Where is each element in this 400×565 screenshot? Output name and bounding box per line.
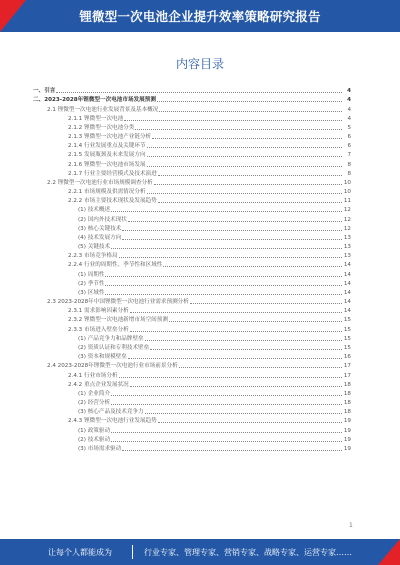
- toc-entry-page: 19: [343, 418, 351, 425]
- toc-entry-label: (1) 企业简介: [78, 390, 111, 397]
- toc-entry-page: 12: [343, 207, 351, 214]
- toc-leader-dots: [122, 239, 342, 240]
- toc-entry[interactable]: [33, 260, 351, 269]
- toc-leader-dots: [158, 175, 342, 176]
- toc-entry-page: 18: [343, 409, 351, 416]
- toc-leader-dots: [111, 211, 342, 212]
- toc-entry[interactable]: [33, 416, 351, 425]
- toc-leader-dots: [163, 266, 342, 267]
- toc-entry-page: 7: [347, 152, 351, 159]
- toc-entry[interactable]: [33, 279, 351, 288]
- toc-leader-dots: [128, 358, 342, 359]
- toc-entry-page: 18: [343, 400, 351, 407]
- page-number: 1: [349, 522, 353, 529]
- toc-entry[interactable]: [33, 334, 351, 343]
- toc-entry-page: 14: [343, 280, 351, 287]
- toc-leader-dots: [111, 441, 342, 442]
- toc-entry-label: (5) 关键技术: [78, 244, 111, 251]
- toc-entry[interactable]: [33, 407, 351, 416]
- toc-entry[interactable]: [33, 444, 351, 453]
- toc-leader-dots: [147, 147, 342, 148]
- toc-leader-dots: [119, 377, 342, 378]
- toc-entry-label: 2.1.1 锂微型一次电池: [68, 115, 124, 122]
- toc-entry-page: 19: [343, 445, 351, 452]
- toc-leader-dots: [169, 321, 342, 322]
- toc-entry-label: 2.1.2 锂微型一次电池分类: [68, 124, 135, 131]
- toc-entry[interactable]: [33, 343, 351, 352]
- toc-entry-label: 2.3.3 市场进入壁垒分析: [68, 326, 129, 333]
- toc-entry[interactable]: [33, 361, 351, 370]
- toc-entry[interactable]: [33, 425, 351, 434]
- toc-leader-dots: [130, 312, 342, 313]
- toc-leader-dots: [154, 184, 342, 185]
- toc-entry-label: 2.3 2023-2028年中国锂微型一次电池行业需求预测分析: [47, 299, 189, 306]
- toc-leader-dots: [130, 386, 342, 387]
- toc-entry[interactable]: [33, 242, 351, 251]
- toc-entry-page: 18: [343, 381, 351, 388]
- toc-leader-dots: [124, 120, 342, 121]
- toc-entry-label: (1) 政策驱动: [78, 427, 111, 434]
- toc-entry-page: 14: [343, 289, 351, 296]
- toc-entry-label: (4) 技术发展方向: [78, 234, 122, 241]
- toc-entry-label: (2) 技术驱动: [78, 436, 111, 443]
- toc-entry-page: 19: [343, 436, 351, 443]
- toc-entry[interactable]: [33, 315, 351, 324]
- toc-leader-dots: [119, 257, 342, 258]
- toc-entry-page: 4: [347, 115, 351, 122]
- toc-entry[interactable]: [33, 288, 351, 297]
- toc-entry[interactable]: [33, 205, 351, 214]
- footer-divider: [132, 545, 133, 559]
- toc-entry-label: (2) 资质认证和专利技术壁垒: [78, 344, 150, 351]
- toc-entry[interactable]: [33, 95, 351, 104]
- toc-entry[interactable]: [33, 398, 351, 407]
- toc-leader-dots: [111, 395, 342, 396]
- toc-entry-label: 2.2.2 市场主要技术现状及发展趋势: [68, 198, 157, 205]
- toc-entry-page: 13: [343, 253, 351, 260]
- toc-leader-dots: [135, 129, 342, 130]
- toc-entry-page: 4: [347, 88, 351, 95]
- toc-entry[interactable]: [33, 187, 351, 196]
- footer-slogan: 让每个人都能成为: [48, 548, 112, 557]
- toc-leader-dots: [145, 340, 342, 341]
- toc-entry-label: (2) 季节性: [78, 280, 105, 287]
- toc-entry-page: 14: [343, 299, 351, 306]
- toc-leader-dots: [111, 248, 342, 249]
- toc-entry-label: (2) 国内外技术现状: [78, 216, 127, 223]
- toc-entry[interactable]: [33, 178, 351, 187]
- toc-entry-page: 13: [343, 244, 351, 251]
- toc-entry-label: 2.1.6 锂微型一次电池市场发展: [68, 161, 146, 168]
- toc-entry-label: 2.3.1 需求影响因素分析: [68, 308, 129, 315]
- toc-leader-dots: [157, 101, 342, 102]
- toc-entry-page: 16: [343, 354, 351, 361]
- toc-entry-page: 4: [347, 106, 351, 113]
- toc-entry-label: (1) 周期性: [78, 271, 105, 278]
- toc-entry[interactable]: [33, 104, 351, 113]
- toc-entry[interactable]: [33, 150, 351, 159]
- toc-entry-label: 2.1.3 锂微型一次电池产业链分析: [68, 134, 152, 141]
- toc-leader-dots: [122, 230, 342, 231]
- toc-leader-dots: [179, 367, 342, 368]
- toc-entry-label: 2.2.3 市场竞争格局: [68, 253, 118, 260]
- toc-entry[interactable]: [33, 324, 351, 333]
- toc-entry-label: 2.1 锂微型一次电池行业发展背景及基本概况: [47, 106, 159, 113]
- toc-entry-label: 2.3.2 锂微型一次电池新增市场空间预测: [68, 317, 168, 324]
- toc-leader-dots: [105, 276, 342, 277]
- toc-entry[interactable]: [33, 251, 351, 260]
- toc-entry-label: 一、引言: [33, 88, 56, 95]
- footer-tagline: 行业专家、管理专家、营销专家、战略专家、运营专家……: [144, 548, 352, 557]
- toc-entry[interactable]: [33, 214, 351, 223]
- toc-entry-label: (1) 产品竞争力和品牌壁垒: [78, 335, 144, 342]
- toc-leader-dots: [122, 450, 342, 451]
- toc-entry-page: 15: [343, 326, 351, 333]
- toc-entry-label: 2.1.7 行业主要经营模式及技术演进: [68, 170, 157, 177]
- toc-leader-dots: [152, 138, 342, 139]
- toc-entry-page: 15: [343, 335, 351, 342]
- toc-entry[interactable]: [33, 352, 351, 361]
- toc-entry-label: (1) 技术概述: [78, 207, 111, 214]
- toc-entry-page: 8: [347, 170, 351, 177]
- toc-entry-label: (3) 区域性: [78, 289, 105, 296]
- toc-leader-dots: [147, 193, 342, 194]
- toc-entry-page: 14: [343, 271, 351, 278]
- toc-entry-page: 15: [343, 344, 351, 351]
- toc-entry-page: 8: [347, 161, 351, 168]
- table-of-contents: [33, 86, 351, 453]
- toc-entry[interactable]: [33, 297, 351, 306]
- toc-leader-dots: [190, 303, 342, 304]
- toc-leader-dots: [158, 422, 342, 423]
- toc-entry-label: (3) 核心产品及技术竞争力: [78, 409, 144, 416]
- toc-entry-label: 2.4.2 重点企业发展状况: [68, 381, 129, 388]
- toc-entry-label: 2.4.1 行业市场分析: [68, 372, 118, 379]
- toc-entry-page: 13: [343, 234, 351, 241]
- toc-entry-page: 14: [343, 262, 351, 269]
- toc-entry-page: 5: [347, 124, 351, 131]
- toc-leader-dots: [130, 331, 342, 332]
- toc-leader-dots: [147, 156, 342, 157]
- toc-leader-dots: [56, 92, 342, 93]
- toc-entry-page: 17: [343, 363, 351, 370]
- toc-leader-dots: [145, 413, 342, 414]
- toc-leader-dots: [111, 404, 342, 405]
- toc-entry-label: (3) 资本和规模壁垒: [78, 354, 127, 361]
- toc-entry-page: 12: [343, 225, 351, 232]
- toc-entry-page: 10: [343, 179, 351, 186]
- toc-entry[interactable]: [33, 224, 351, 233]
- toc-entry[interactable]: [33, 370, 351, 379]
- toc-leader-dots: [158, 202, 342, 203]
- toc-leader-dots: [147, 166, 342, 167]
- toc-entry-page: 10: [343, 189, 351, 196]
- toc-entry-label: 2.1.5 发展瓶颈及未来发展方向: [68, 152, 146, 159]
- toc-entry-page: 17: [343, 372, 351, 379]
- toc-leader-dots: [150, 349, 342, 350]
- toc-entry[interactable]: [33, 169, 351, 178]
- toc-entry-label: 二、2023-2028年锂微型一次电池市场发展预测: [33, 97, 156, 104]
- toc-entry[interactable]: [33, 233, 351, 242]
- toc-entry-page: 12: [343, 216, 351, 223]
- report-title: 锂微型一次电池企业提升效率策略研究报告: [79, 9, 321, 24]
- toc-entry[interactable]: [33, 269, 351, 278]
- toc-entry[interactable]: [33, 159, 351, 168]
- toc-entry-page: 14: [343, 308, 351, 315]
- toc-entry[interactable]: [33, 86, 351, 95]
- toc-entry-label: (3) 核心关键技术: [78, 225, 122, 232]
- toc-entry-page: 6: [347, 134, 351, 141]
- toc-entry[interactable]: [33, 306, 351, 315]
- toc-entry[interactable]: [33, 141, 351, 150]
- toc-entry-page: 19: [343, 427, 351, 434]
- toc-entry[interactable]: [33, 435, 351, 444]
- toc-entry-label: 2.2.1 市场规模及供需情况分析: [68, 189, 146, 196]
- toc-leader-dots: [159, 111, 342, 112]
- toc-leader-dots: [128, 221, 342, 222]
- toc-entry-label: 2.2 锂微型一次电池行业市场规模调查分析: [47, 179, 153, 186]
- toc-entry-page: 4: [347, 97, 351, 104]
- toc-leader-dots: [105, 294, 342, 295]
- toc-entry[interactable]: [33, 123, 351, 132]
- toc-leader-dots: [111, 432, 342, 433]
- toc-entry[interactable]: [33, 114, 351, 123]
- toc-entry-label: 2.4.3 锂微型一次电池行业发展趋势: [68, 418, 157, 425]
- footer-red-accent: [378, 539, 400, 565]
- toc-entry[interactable]: [33, 389, 351, 398]
- toc-entry-label: (3) 市场需求驱动: [78, 445, 122, 452]
- toc-entry[interactable]: [33, 196, 351, 205]
- toc-entry-page: 11: [343, 198, 351, 205]
- footer-bar: [0, 539, 400, 565]
- toc-entry-label: 2.2.4 行业的周期性、季节性和区域性: [68, 262, 163, 269]
- toc-entry-label: (2) 经营分析: [78, 400, 111, 407]
- toc-entry-page: 18: [343, 390, 351, 397]
- toc-entry-page: 15: [343, 317, 351, 324]
- toc-entry-label: 2.1.4 行业发展重点及关键环节: [68, 143, 146, 150]
- toc-heading: 内容目录: [175, 57, 224, 71]
- header-bar: [0, 0, 400, 32]
- toc-entry-page: 6: [347, 143, 351, 150]
- toc-leader-dots: [105, 285, 342, 286]
- toc-entry[interactable]: [33, 380, 351, 389]
- toc-entry-label: 2.4 2023-2028年锂微型一次电池行业市场前景分析: [47, 363, 178, 370]
- toc-entry[interactable]: [33, 132, 351, 141]
